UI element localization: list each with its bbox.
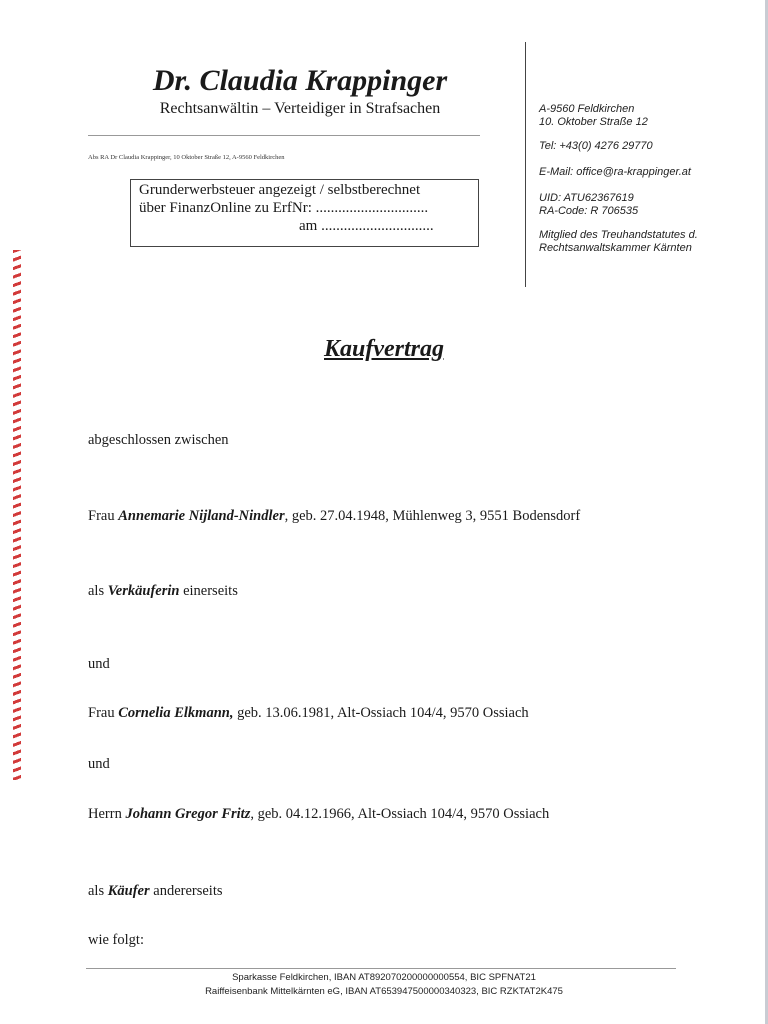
binding-cord (13, 250, 21, 780)
contact-address (539, 103, 648, 129)
buyer1-prefix: Frau (88, 705, 119, 721)
intro-text: abgeschlossen zwischen (88, 432, 229, 448)
buyer-role-prefix: als (88, 883, 108, 899)
tax-notice-line-1: Grunderwerbsteuer angezeigt / selbstberechnet (139, 182, 421, 198)
tax-notice-line-3: am .............................. (299, 218, 434, 234)
document-title: Kaufvertrag (324, 336, 444, 362)
letterhead-name: Dr. Claudia Krappinger (152, 64, 448, 97)
buyer2-line (88, 806, 549, 823)
seller-role-suffix: einerseits (179, 583, 238, 599)
seller-line (88, 508, 580, 525)
seller-role-prefix: als (88, 583, 108, 599)
contact-ids (539, 192, 638, 218)
contact-tel: Tel: +43(0) 4276 29770 (539, 140, 653, 152)
buyer-role: Käufer (107, 883, 150, 899)
contact-member-1: Mitglied des Treuhandstatutes d. (539, 229, 698, 241)
buyer-role-line (88, 883, 223, 900)
buyer-role-suffix: andererseits (149, 883, 223, 899)
buyer2-prefix: Herrn (88, 806, 126, 822)
contact-racode: RA-Code: R 706535 (539, 205, 639, 217)
letterhead-divider (88, 135, 480, 136)
contact-address-1: A-9560 Feldkirchen (539, 103, 635, 115)
seller-role-line (88, 583, 238, 600)
tax-notice-box (130, 179, 479, 247)
contact-address-2: 10. Oktober Straße 12 (539, 116, 648, 128)
buyer1-line (88, 705, 529, 722)
letterhead-vertical-divider (525, 42, 526, 287)
and-text-1: und (88, 656, 110, 672)
seller-role: Verkäuferin (107, 583, 180, 599)
contact-member-2: Rechtsanwaltskammer Kärnten (539, 242, 692, 254)
seller-name: Annemarie Nijland-Nindler (118, 508, 285, 524)
contact-membership (539, 229, 698, 255)
closing-text: wie folgt: (88, 932, 144, 948)
contact-email: E-Mail: office@ra-krappinger.at (539, 166, 691, 178)
tax-notice-line-2: über FinanzOnline zu ErfNr: .............................. (139, 200, 429, 216)
buyer1-name: Cornelia Elkmann, (118, 705, 234, 721)
seller-prefix: Frau (88, 508, 119, 524)
buyer1-details: geb. 13.06.1981, Alt-Ossiach 104/4, 9570 Ossiach (233, 705, 529, 721)
contact-uid: UID: ATU62367619 (539, 192, 634, 204)
footer-bank-2: Raiffeisenbank Mittelkärnten eG, IBAN AT653947500000340323, BIC RZKTAT2K475 (205, 986, 563, 997)
footer-divider (86, 968, 676, 969)
sender-line: Abs RA Dr Claudia Krappinger, 10 Oktober Straße 12, A-9560 Feldkirchen (88, 154, 285, 161)
buyer2-details: , geb. 04.12.1966, Alt-Ossiach 104/4, 9570 Ossiach (250, 806, 550, 822)
footer-bank-1: Sparkasse Feldkirchen, IBAN AT892070200000000554, BIC SPFNAT21 (232, 972, 536, 983)
seller-details: , geb. 27.04.1948, Mühlenweg 3, 9551 Bodensdorf (284, 508, 581, 524)
buyer2-name: Johann Gregor Fritz (125, 806, 251, 822)
and-text-2: und (88, 756, 110, 772)
letterhead-subtitle: Rechtsanwältin – Verteidiger in Strafsachen (159, 100, 441, 117)
